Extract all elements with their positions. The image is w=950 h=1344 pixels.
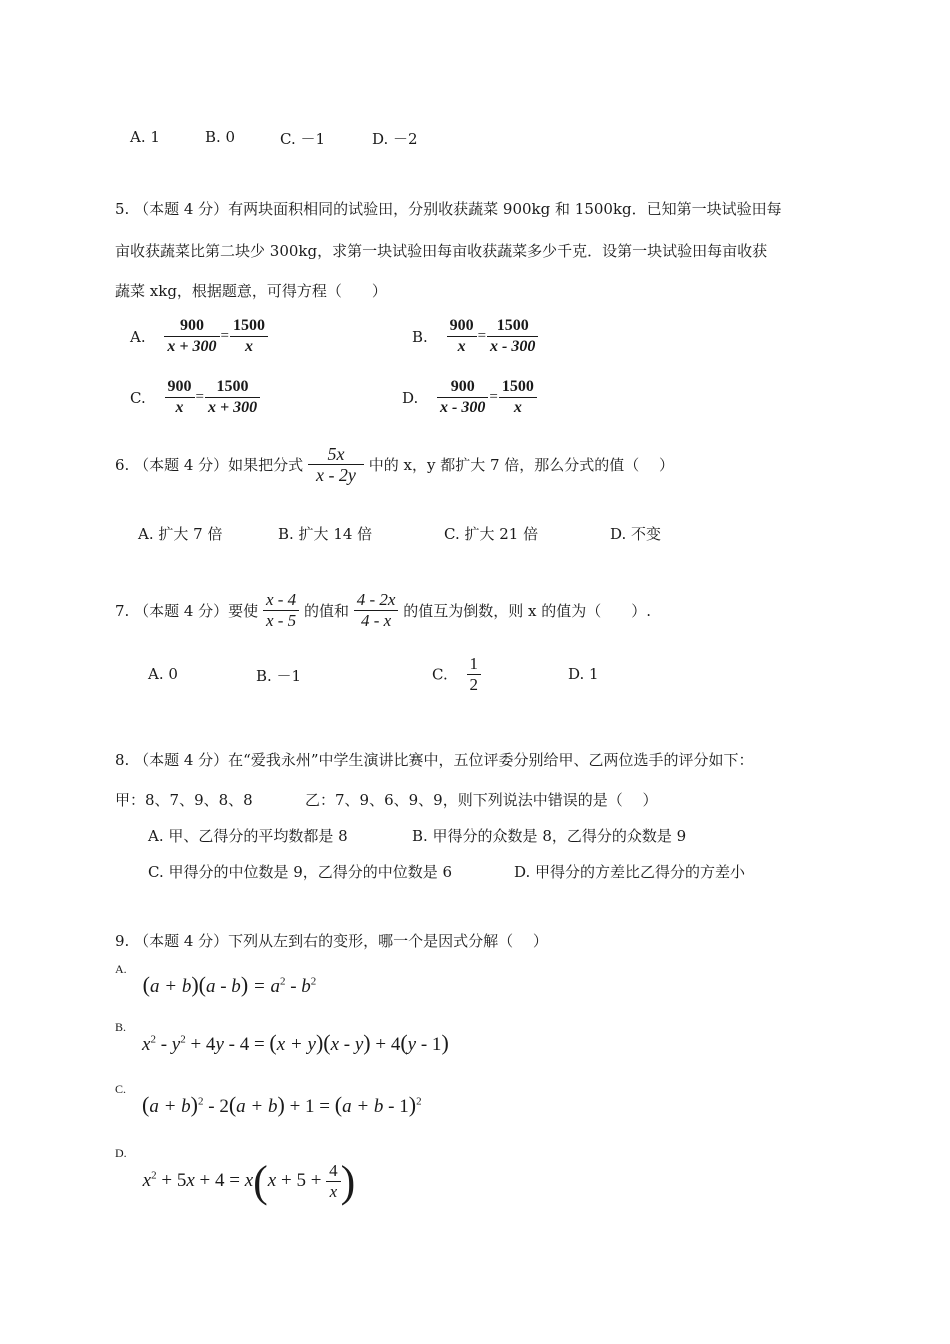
fraction-numerator: 900 (164, 316, 219, 337)
q7-prefix: 7. （本题 4 分）要使 (115, 602, 259, 620)
q6-fraction: $\frac{5x}{x - 2y}$ (308, 444, 364, 485)
fraction-numerator: 1500 (205, 377, 260, 398)
q7-option-d: D. 1 (568, 665, 599, 683)
q6-option-b: B. 扩大 14 倍 (278, 525, 373, 543)
q5-stem-line-2: 亩收获蔬菜比第二块少 300kg，求第一块试验田每亩收获蔬菜多少千克．设第一块试验田每亩收获 (115, 242, 768, 260)
q4-option-c: C. －1 (280, 130, 326, 148)
option-label: D. (115, 1146, 127, 1160)
q9-option-d-formula: $x^2 + 5x + 4 = x(x + 5$ + $\frac{4}{x}$ ) (142, 1157, 356, 1206)
option-label: C. (432, 665, 448, 684)
q8-option-d: D. 甲得分的方差比乙得分的方差小 (514, 863, 746, 881)
option-label: C. (115, 1082, 127, 1096)
q7-option-a: A. 0 (148, 665, 178, 683)
q7-fraction-1: $\frac{x - 4}{x - 5}$ (263, 590, 299, 631)
q7-suffix: 的值互为倒数，则 x 的值为（ ）. (403, 602, 652, 620)
q6-option-a: A. 扩大 7 倍 (138, 525, 223, 543)
q7-option-b: B. －1 (256, 667, 302, 685)
q9-stem: 9. （本题 4 分）下列从左到右的变形，哪一个是因式分解（ ） (115, 932, 548, 950)
q8-scores-jia: 甲：8、7、9、8、8 (115, 791, 253, 809)
fraction-denominator: x (457, 338, 466, 355)
q5-option-d: D. $\frac{900}{x - 300}$ = $\frac{1500}{x}$ (402, 377, 537, 418)
q9-option-a-formula: $(a + b)(a - b) = a^2 - b^2$ (142, 972, 317, 997)
option-label: D. (402, 388, 419, 407)
q5-option-a: A. $\frac{900}{x + 300}$ = $\frac{1500}{x}$ (130, 316, 268, 357)
fraction-denominator: x (244, 338, 253, 355)
fraction-numerator: 1500 (499, 377, 537, 398)
q4-option-a: A. 1 (130, 128, 160, 146)
fraction-numerator: 900 (437, 377, 488, 398)
q7-option-c (432, 654, 481, 695)
fraction-numerator: 1500 (230, 316, 268, 337)
q7-mid: 的值和 (303, 602, 349, 620)
q9-option-c-formula: $(a + b)^2 - 2(a + b) + 1 = (a + b - 1)^2$ (142, 1092, 422, 1117)
q9-option-b-formula: $x^2 - y^2 + 4y - 4 = (x + y)(x - y) + 4(y - 1)$ (142, 1030, 449, 1055)
option-label: B. (115, 1020, 127, 1034)
q5-stem-line-1: 5. （本题 4 分）有两块面积相同的试验田，分别收获蔬菜 900kg 和 1500kg．已知第一块试验田每 (115, 200, 782, 218)
q5-option-b: B. $\frac{900}{x}$ = $\frac{1500}{x - 300}$ (412, 316, 538, 357)
q6-option-c: C. 扩大 21 倍 (444, 525, 539, 543)
q4-option-d: D. －2 (372, 130, 418, 148)
q7-stem (115, 590, 651, 631)
q9-option-d (115, 1146, 356, 1207)
q7-fraction-2: $\frac{4 - 2x}{4 - x}$ (354, 590, 399, 631)
fraction-denominator: x (513, 399, 522, 416)
q6-stem (115, 444, 674, 485)
fraction-denominator: x + 300 (207, 399, 258, 416)
q8-scores-yi: 乙：7、9、6、9、9，则下列说法中错误的是（ ） (305, 791, 658, 809)
q5-option-c: C. $\frac{900}{x}$ = $\frac{1500}{x + 300}$ (130, 377, 260, 418)
fraction-denominator: x - 300 (440, 399, 486, 416)
fraction-numerator: 900 (165, 377, 195, 398)
option-label: B. (412, 327, 428, 346)
option-label: A. (130, 327, 146, 346)
q6-prefix: 6. （本题 4 分）如果把分式 (115, 456, 304, 474)
q6-suffix: 中的 x，y 都扩大 7 倍，那么分式的值（ ） (368, 456, 675, 474)
q7-option-c-fraction: $\frac{1}{2}$ (467, 654, 482, 695)
q8-option-a: A. 甲、乙得分的平均数都是 8 (148, 827, 348, 845)
q9-option-c (115, 1082, 422, 1118)
fraction-numerator: 1500 (487, 316, 538, 337)
option-label: A. (115, 962, 127, 976)
option-label: C. (130, 388, 146, 407)
q8-option-b: B. 甲得分的众数是 8，乙得分的众数是 9 (412, 827, 687, 845)
fraction-denominator: x + 300 (167, 338, 217, 355)
q9-option-b (115, 1020, 449, 1056)
q5-stem-line-3: 蔬菜 xkg，根据题意，可得方程（ ） (115, 282, 387, 300)
q8-option-c: C. 甲得分的中位数是 9，乙得分的中位数是 6 (148, 863, 453, 881)
q4-option-b: B. 0 (205, 128, 236, 146)
fraction-denominator: x (175, 399, 184, 416)
fraction-numerator: 900 (447, 316, 477, 337)
q8-stem-line-1: 8. （本题 4 分）在“爱我永州”中学生演讲比赛中，五位评委分别给甲、乙两位选手的评分如下： (115, 751, 754, 769)
q6-option-d: D. 不变 (610, 525, 662, 543)
q9-option-a (115, 962, 317, 998)
fraction-denominator: x - 300 (490, 338, 536, 355)
